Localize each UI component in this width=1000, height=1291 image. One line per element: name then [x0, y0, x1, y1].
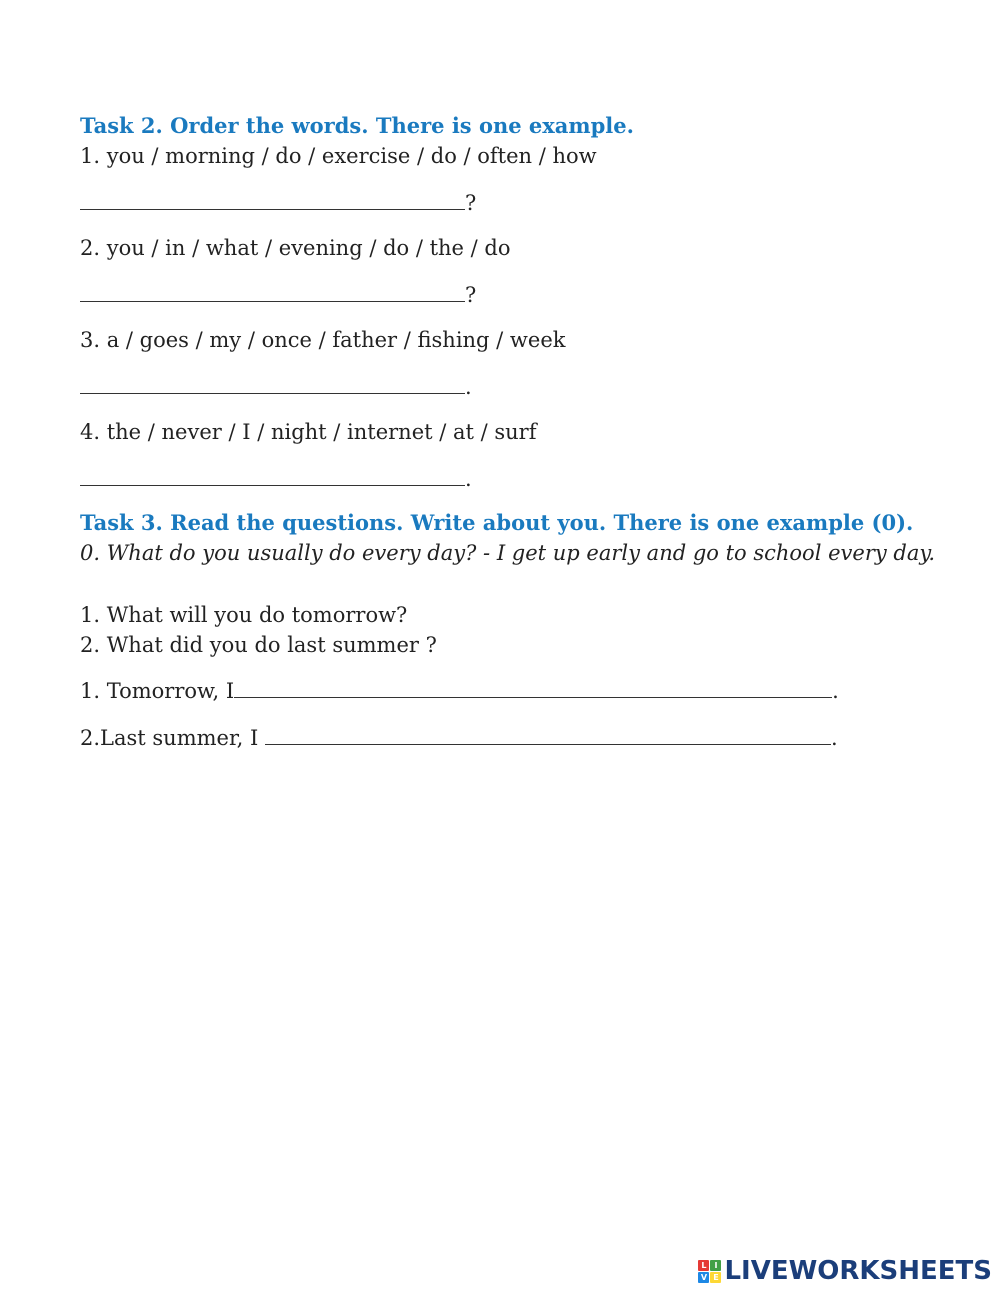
- logo-mark-icon: [698, 1260, 721, 1283]
- task3-example: 0. What do you usually do every day? - I get up early and go to school every day.: [80, 541, 936, 565]
- answer-blank[interactable]: [80, 189, 465, 210]
- task2-item-4-end: .: [465, 467, 472, 491]
- task2-item-3-answer-line[interactable]: [80, 373, 471, 401]
- logo-letter-e: E: [710, 1272, 721, 1283]
- answer-blank[interactable]: [265, 724, 831, 745]
- answer-blank[interactable]: [80, 373, 465, 394]
- task2-item-4-prompt: 4. the / never / I / night / internet / at / surf: [80, 420, 537, 444]
- logo-letter-l: L: [698, 1260, 709, 1271]
- task2-item-3-prompt: 3. a / goes / my / once / father / fishing / week: [80, 328, 566, 352]
- task3-answer-2-line[interactable]: [80, 724, 838, 752]
- task3-answer-1-line[interactable]: [80, 677, 839, 705]
- task3-answer-2-prefix: 2.Last summer, I: [80, 726, 266, 750]
- task2-item-4-answer-line[interactable]: [80, 465, 471, 493]
- task2-item-1-prompt: 1. you / morning / do / exercise / do / often / how: [80, 144, 597, 168]
- task3-answer-1-prefix: 1. Tomorrow, I: [80, 679, 235, 703]
- task3-answer-1-end: .: [832, 679, 839, 703]
- answer-blank[interactable]: [234, 677, 832, 698]
- logo-text: LIVEWORKSHEETS: [724, 1256, 992, 1286]
- task3-answer-2-end: .: [831, 726, 838, 750]
- task2-item-3-end: .: [465, 375, 472, 399]
- task2-item-2-prompt: 2. you / in / what / evening / do / the / do: [80, 236, 511, 260]
- logo-letter-v: V: [698, 1272, 709, 1283]
- task3-heading: Task 3. Read the questions. Write about you. There is one example (0).: [80, 510, 914, 535]
- liveworksheets-logo: [698, 1254, 992, 1288]
- task3-question-2: 2. What did you do last summer ?: [80, 633, 437, 657]
- task2-item-1-end: ?: [465, 191, 476, 215]
- task2-heading: Task 2. Order the words. There is one example.: [80, 113, 634, 138]
- answer-blank[interactable]: [80, 281, 465, 302]
- logo-letter-i: I: [710, 1260, 721, 1271]
- task2-item-2-answer-line[interactable]: [80, 281, 476, 309]
- task2-item-2-end: ?: [465, 283, 476, 307]
- task2-item-1-answer-line[interactable]: [80, 189, 476, 217]
- task3-question-1: 1. What will you do tomorrow?: [80, 603, 408, 627]
- answer-blank[interactable]: [80, 465, 465, 486]
